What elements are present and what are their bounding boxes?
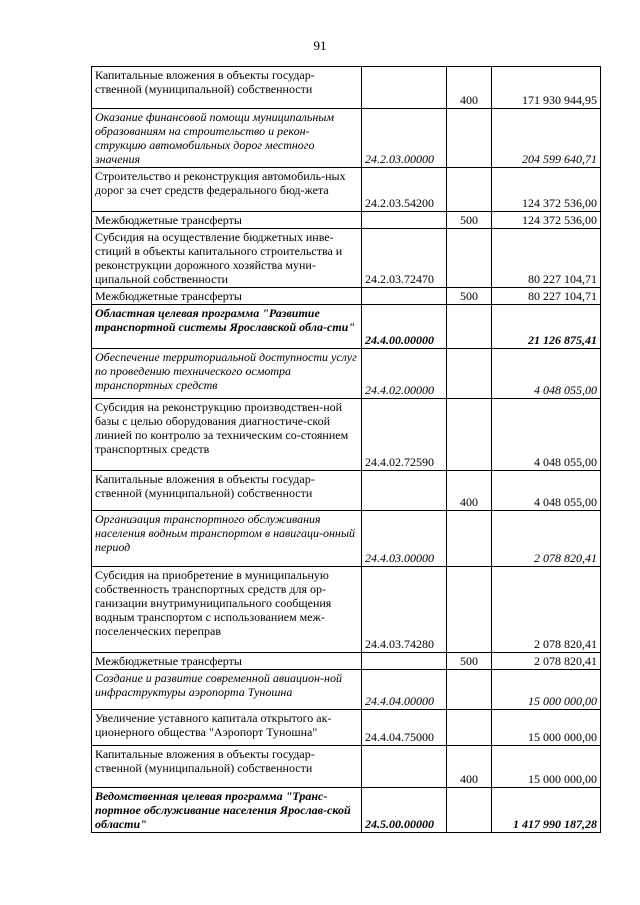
table-row — [92, 229, 601, 288]
row-code — [362, 212, 447, 229]
row-amount: 124 372 536,00 — [492, 168, 601, 212]
row-code: 24.4.00.00000 — [362, 305, 447, 349]
row-code: 24.5.00.00000 — [362, 788, 447, 833]
table-row — [92, 288, 601, 305]
row-type — [447, 399, 492, 471]
row-amount: 80 227 104,71 — [492, 288, 601, 305]
row-type — [447, 305, 492, 349]
row-amount: 124 372 536,00 — [492, 212, 601, 229]
table-row — [92, 212, 601, 229]
row-type — [447, 229, 492, 288]
table-row — [92, 349, 601, 399]
row-amount: 2 078 820,41 — [492, 567, 601, 653]
row-type — [447, 511, 492, 567]
row-type — [447, 670, 492, 710]
row-name: Капитальные вложения в объекты государ-ственной (муниципальной) собственности — [92, 746, 362, 788]
table-row — [92, 710, 601, 746]
row-name: Создание и развитие современной авиацион-ной инфраструктуры аэропорта Туношна — [92, 670, 362, 710]
row-amount: 4 048 055,00 — [492, 349, 601, 399]
row-name: Строительство и реконструкция автомобиль-ных дорог за счет средств федерального бюд-жета — [92, 168, 362, 212]
table-row — [92, 399, 601, 471]
row-code: 24.4.04.75000 — [362, 710, 447, 746]
row-name: Капитальные вложения в объекты государ-ственной (муниципальной) собственности — [92, 67, 362, 109]
budget-table — [91, 66, 601, 833]
table-row — [92, 109, 601, 168]
row-name: Оказание финансовой помощи муниципальным образованиям на строительство и рекон-струкцию автомобильных дорог местного значения — [92, 109, 362, 168]
table-row — [92, 305, 601, 349]
row-type — [447, 349, 492, 399]
row-code — [362, 67, 447, 109]
row-type: 500 — [447, 212, 492, 229]
table-row — [92, 168, 601, 212]
row-name: Капитальные вложения в объекты государ-ственной (муниципальной) собственности — [92, 471, 362, 511]
row-type — [447, 710, 492, 746]
row-amount: 2 078 820,41 — [492, 511, 601, 567]
row-amount: 204 599 640,71 — [492, 109, 601, 168]
row-amount: 2 078 820,41 — [492, 653, 601, 670]
table-row — [92, 567, 601, 653]
row-amount: 1 417 990 187,28 — [492, 788, 601, 833]
budget-table-body — [92, 67, 601, 833]
row-type — [447, 109, 492, 168]
table-row — [92, 67, 601, 109]
row-type — [447, 168, 492, 212]
row-name: Межбюджетные трансферты — [92, 212, 362, 229]
row-name: Межбюджетные трансферты — [92, 288, 362, 305]
row-code: 24.4.03.00000 — [362, 511, 447, 567]
row-type: 500 — [447, 288, 492, 305]
row-code: 24.4.03.74280 — [362, 567, 447, 653]
row-type: 400 — [447, 471, 492, 511]
row-amount: 4 048 055,00 — [492, 471, 601, 511]
row-code — [362, 746, 447, 788]
page-number: 91 — [313, 38, 327, 53]
row-code: 24.4.02.00000 — [362, 349, 447, 399]
row-type: 500 — [447, 653, 492, 670]
row-name: Межбюджетные трансферты — [92, 653, 362, 670]
row-name: Субсидия на реконструкцию производствен-ной базы с целью оборудования диагностиче-ской линией по контролю за техническим со-стоянием транспортных средств — [92, 399, 362, 471]
row-name: Областная целевая программа "Развитие транспортной системы Ярославской обла-сти" — [92, 305, 362, 349]
table-row — [92, 653, 601, 670]
row-type: 400 — [447, 746, 492, 788]
row-amount: 171 930 944,95 — [492, 67, 601, 109]
table-row — [92, 670, 601, 710]
row-amount: 15 000 000,00 — [492, 746, 601, 788]
row-code: 24.2.03.54200 — [362, 168, 447, 212]
row-type: 400 — [447, 67, 492, 109]
row-amount: 15 000 000,00 — [492, 670, 601, 710]
row-name: Обеспечение территориальной доступности услуг по проведению технического осмотра транспортных средств — [92, 349, 362, 399]
row-amount: 80 227 104,71 — [492, 229, 601, 288]
row-amount: 4 048 055,00 — [492, 399, 601, 471]
row-amount: 15 000 000,00 — [492, 710, 601, 746]
row-name: Субсидия на приобретение в муниципальную собственность транспортных средств для ор-ганизации внутримуниципального сообщения водным транспортом с использованием меж-поселенческих переправ — [92, 567, 362, 653]
row-code: 24.2.03.72470 — [362, 229, 447, 288]
row-code — [362, 288, 447, 305]
table-row — [92, 511, 601, 567]
table-row — [92, 746, 601, 788]
row-code — [362, 653, 447, 670]
row-code: 24.4.04.00000 — [362, 670, 447, 710]
row-type — [447, 788, 492, 833]
row-name: Ведомственная целевая программа "Транс-портное обслуживание населения Ярослав-ской области" — [92, 788, 362, 833]
row-name: Увеличение уставного капитала открытого ак-ционерного общества "Аэропорт Туношна" — [92, 710, 362, 746]
row-name: Субсидия на осуществление бюджетных инве-стиций в объекты капитального строительства и реконструкции дорожного хозяйства муни-ципальной собственности — [92, 229, 362, 288]
row-type — [447, 567, 492, 653]
table-row — [92, 471, 601, 511]
row-code: 24.2.03.00000 — [362, 109, 447, 168]
table-row — [92, 788, 601, 833]
row-code: 24.4.02.72590 — [362, 399, 447, 471]
row-name: Организация транспортного обслуживания населения водным транспортом в навигаци-онный период — [92, 511, 362, 567]
row-amount: 21 126 875,41 — [492, 305, 601, 349]
row-code — [362, 471, 447, 511]
